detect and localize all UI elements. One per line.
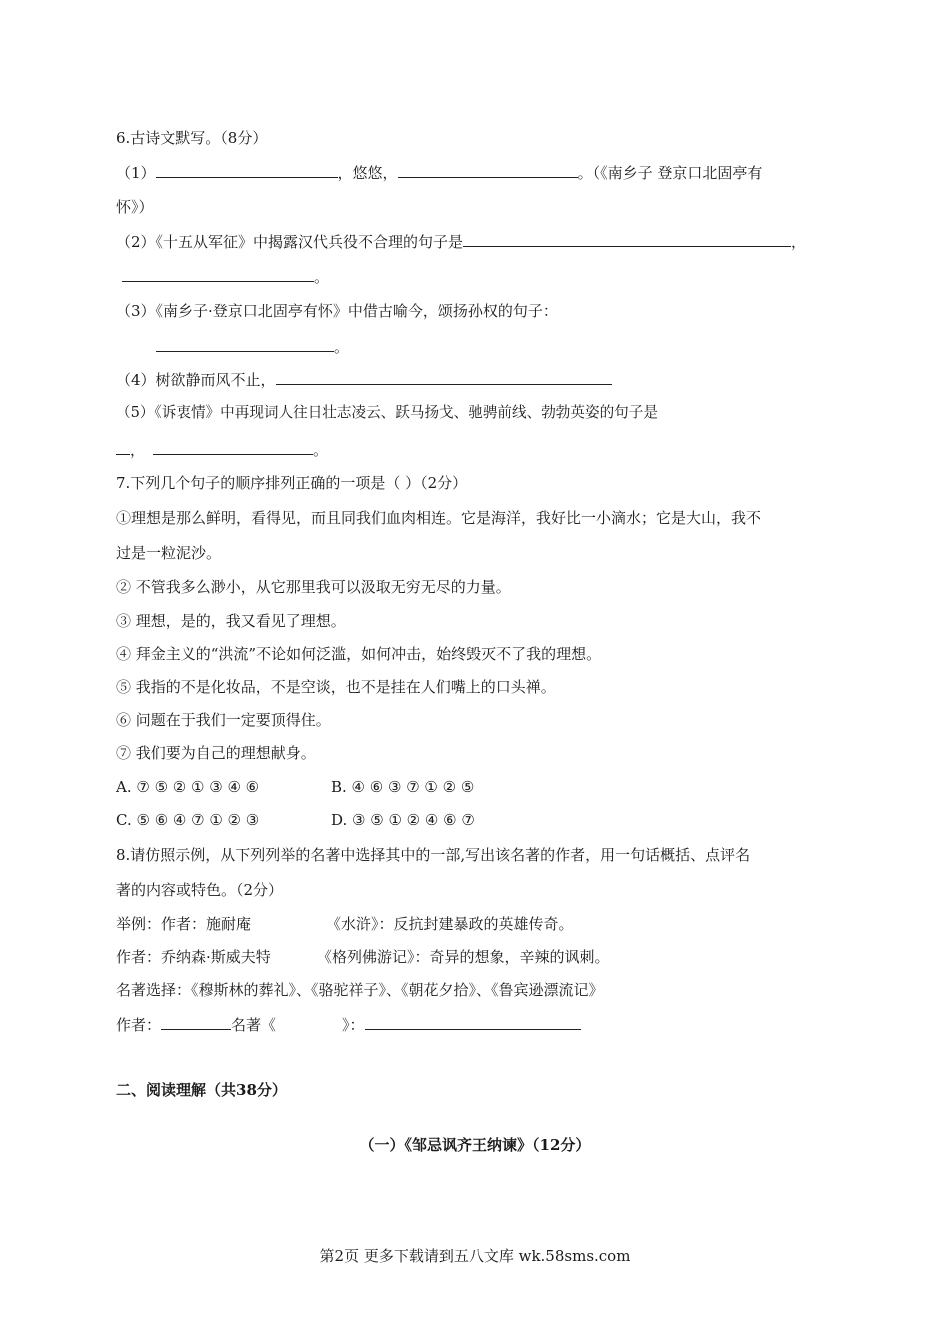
- author-blank[interactable]: [161, 1014, 231, 1030]
- q7-sentence-1: ①理想是那么鲜明，看得见，而且同我们血肉相连。它是海洋，我好比一小滴水；它是大山，我不: [116, 509, 762, 527]
- q7-sentence-3: ③ 理想，是的，我又看见了理想。: [116, 612, 346, 630]
- q8-heading: 8.请仿照示例，从下列列举的名著中选择其中的一部,写出该名著的作者，用一句话概括、点评名: [116, 846, 751, 864]
- q6-heading: 6.古诗文默写。（8分）: [116, 129, 268, 147]
- q6-part2: [116, 231, 806, 252]
- answer-blank[interactable]: [153, 439, 313, 455]
- q6-part4: [116, 369, 612, 390]
- q8-author-label: 作者：: [116, 1016, 162, 1034]
- period: 。: [334, 338, 350, 356]
- q6-part2-text: （2）《十五从军征》中揭露汉代兵役不合理的句子是: [116, 233, 464, 251]
- q7-sentence-6: ⑥ 问题在于我们一定要顶得住。: [116, 711, 331, 729]
- q7-option-c[interactable]: C. ⑤ ⑥ ④ ⑦ ① ② ③: [116, 811, 260, 829]
- answer-blank[interactable]: [156, 336, 334, 352]
- q6-part5-comma: ，: [130, 441, 146, 459]
- answer-blank[interactable]: [122, 266, 314, 282]
- answer-blank[interactable]: [276, 369, 612, 385]
- q6-part1: [116, 162, 762, 183]
- q6-part2-comma: ，: [791, 233, 807, 251]
- period: 。: [314, 268, 330, 286]
- section-subtitle: （一）《邹忌讽齐王纳谏》（12分）: [359, 1136, 591, 1154]
- q7-option-b[interactable]: B. ④ ⑥ ③ ⑦ ① ② ⑤: [331, 778, 475, 796]
- q7-option-d[interactable]: D. ③ ⑤ ① ② ④ ⑥ ⑦: [331, 811, 475, 829]
- q8-example-2-book: 《格列佛游记》：奇异的想象，辛辣的讽刺。: [317, 948, 610, 966]
- q6-part5: （5）《诉衷情》中再现词人往日壮志凌云、跃马扬戈、驰骋前线、勃勃英姿的句子是: [116, 404, 658, 421]
- q8-book-open: 名著《: [231, 1016, 277, 1034]
- q6-part1-end: 。（《南乡子 登京口北固亭有: [577, 164, 763, 182]
- page-footer: 第2页 更多下载请到五八文库 wk.58sms.com: [319, 1247, 631, 1265]
- q7-sentence-4: ④ 拜金主义的“洪流”不论如何泛滥，如何冲击，始终毁灭不了我的理想。: [116, 645, 602, 663]
- comment-blank[interactable]: [365, 1014, 581, 1030]
- q8-book-close: 》：: [342, 1016, 365, 1034]
- q7-sentence-5: ⑤ 我指的不是化妆品，不是空谈，也不是挂在人们嘴上的口头禅。: [116, 678, 556, 696]
- q6-part2-line2: [122, 266, 329, 287]
- q7-sentence-7: ⑦ 我们要为自己的理想献身。: [116, 744, 316, 762]
- answer-blank[interactable]: [156, 162, 338, 178]
- q6-part4-text: （4）树欲静而风不止，: [116, 371, 276, 389]
- q6-part1-cont: 怀》）: [116, 198, 154, 216]
- q6-part5-answer: [116, 439, 328, 460]
- q6-part3: （3）《南乡子·登京口北固亭有怀》中借古喻今，颂扬孙权的句子：: [116, 302, 558, 320]
- answer-blank[interactable]: [116, 439, 130, 455]
- period: 。: [313, 441, 329, 459]
- q7-sentence-2: ② 不管我多么渺小，从它那里我可以汲取无穷无尽的力量。: [116, 578, 511, 596]
- answer-blank[interactable]: [463, 231, 791, 247]
- q8-answer-line: [116, 1014, 581, 1035]
- q8-heading-cont: 著的内容或特色。（2分）: [116, 881, 284, 899]
- q7-heading: 7.下列几个句子的顺序排列正确的一项是（ ）（2分）: [116, 474, 468, 492]
- q8-example-1-book: 《水浒》：反抗封建暴政的英雄传奇。: [326, 915, 574, 933]
- q8-book-choices: 名著选择：《穆斯林的葬礼》、《骆驼祥子》、《朝花夕拾》、《鲁宾逊漂流记》: [116, 981, 604, 999]
- answer-blank[interactable]: [398, 162, 578, 178]
- q6-part1-label: （1）: [116, 164, 156, 182]
- q6-part3-answer: [156, 336, 349, 357]
- q8-example-1-label: 举例：作者：施耐庵: [116, 915, 252, 933]
- q7-option-a[interactable]: A. ⑦ ⑤ ② ① ③ ④ ⑥: [116, 778, 260, 796]
- q6-part1-mid: ，悠悠，: [337, 164, 398, 182]
- section-title: 二、阅读理解（共38分）: [116, 1081, 287, 1099]
- q8-example-2-label: 作者：乔纳森·斯威夫特: [116, 948, 271, 966]
- q7-sentence-1-cont: 过是一粒泥沙。: [116, 544, 222, 562]
